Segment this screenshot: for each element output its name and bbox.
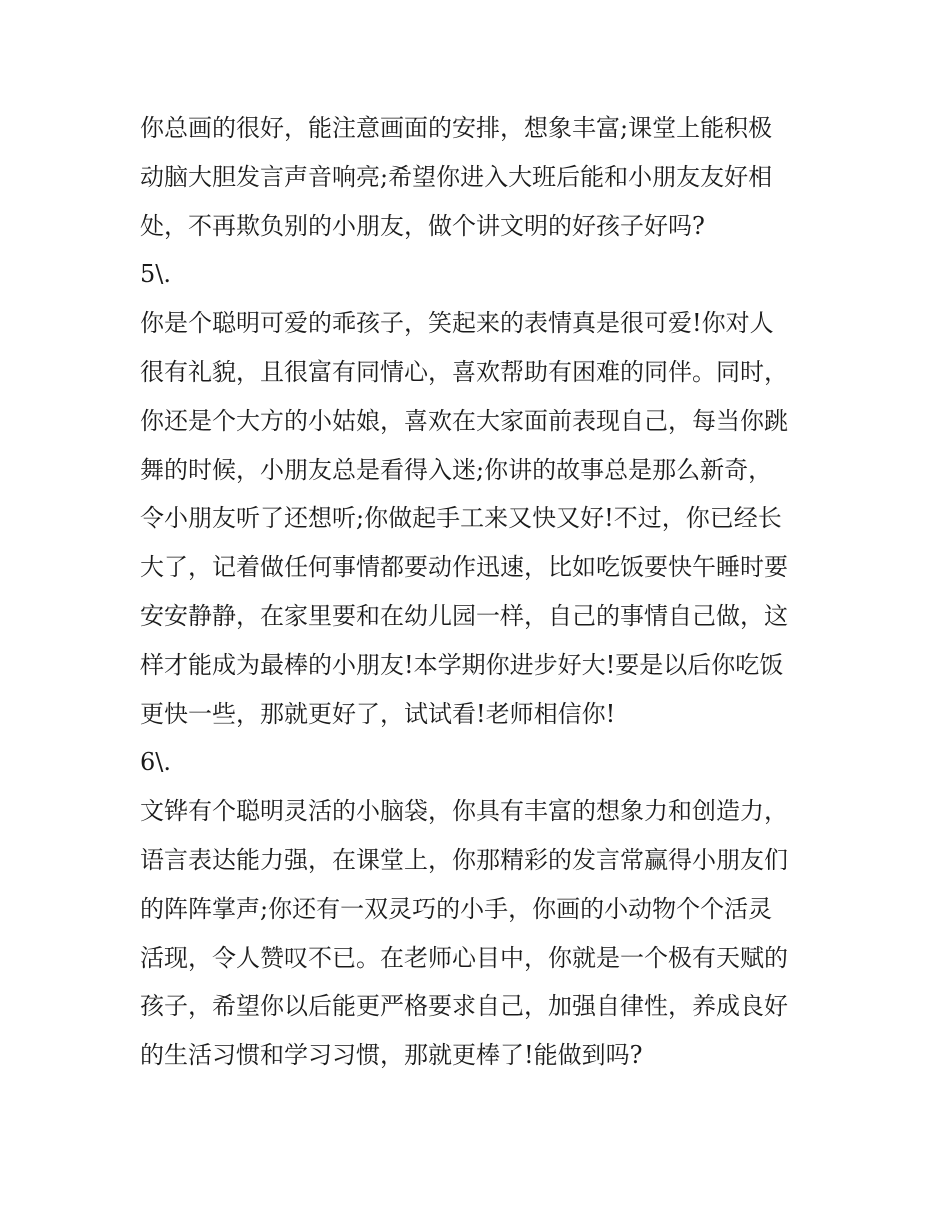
- text-line-1: 你总画的很好，能注意画面的安排，想象丰富;课堂上能积极: [140, 114, 773, 142]
- text-line-6: 很有礼貌，且很富有同情心，喜欢帮助有困难的同伴。同时，: [140, 357, 788, 386]
- text-line-10: 大了，记着做任何事情都要动作迅速，比如吃饭要快午睡时要: [140, 553, 788, 582]
- text-line-2: 动脑大胆发言声音响亮;希望你进入大班后能和小朋友友好相: [140, 162, 773, 191]
- text-line-15: 文铧有个聪明灵活的小脑袋，你具有丰富的想象力和创造力，: [140, 797, 788, 826]
- section-number-5: 5\.: [140, 260, 171, 289]
- text-line-17: 的阵阵掌声;你还有一双灵巧的小手，你画的小动物个个活灵: [140, 894, 773, 923]
- text-line-3: 处，不再欺负别的小朋友，做个讲文明的好孩子好吗?: [140, 211, 705, 240]
- text-line-16: 语言表达能力强，在课堂上，你那精彩的发言常赢得小朋友们: [140, 845, 788, 874]
- text-line-12: 样才能成为最棒的小朋友!本学期你进步好大!要是以后你吃饭: [140, 650, 784, 679]
- text-line-19: 孩子，希望你以后能更严格要求自己，加强自律性，养成良好: [140, 992, 788, 1021]
- document-body: [140, 104, 830, 1080]
- text-line-9: 令小朋友听了还想听;你做起手工来又快又好!不过，你已经长: [140, 504, 782, 533]
- text-line-18: 活现，令人赞叹不已。在老师心目中，你就是一个极有天赋的: [140, 943, 788, 972]
- section-number-6: 6\.: [140, 748, 171, 777]
- text-line-5: 你是个聪明可爱的乖孩子，笑起来的表情真是很可爱!你对人: [140, 309, 774, 338]
- text-line-13: 更快一些，那就更好了，试试看!老师相信你!: [140, 699, 616, 728]
- text-line-8: 舞的时候，小朋友总是看得入迷;你讲的故事总是那么新奇，: [140, 455, 773, 484]
- text-line-7: 你还是个大方的小姑娘，喜欢在大家面前表现自己，每当你跳: [140, 406, 788, 435]
- text-line-20: 的生活习惯和学习习惯，那就更棒了!能做到吗?: [140, 1041, 643, 1070]
- text-line-11: 安安静静，在家里要和在幼儿园一样，自己的事情自己做，这: [140, 601, 788, 630]
